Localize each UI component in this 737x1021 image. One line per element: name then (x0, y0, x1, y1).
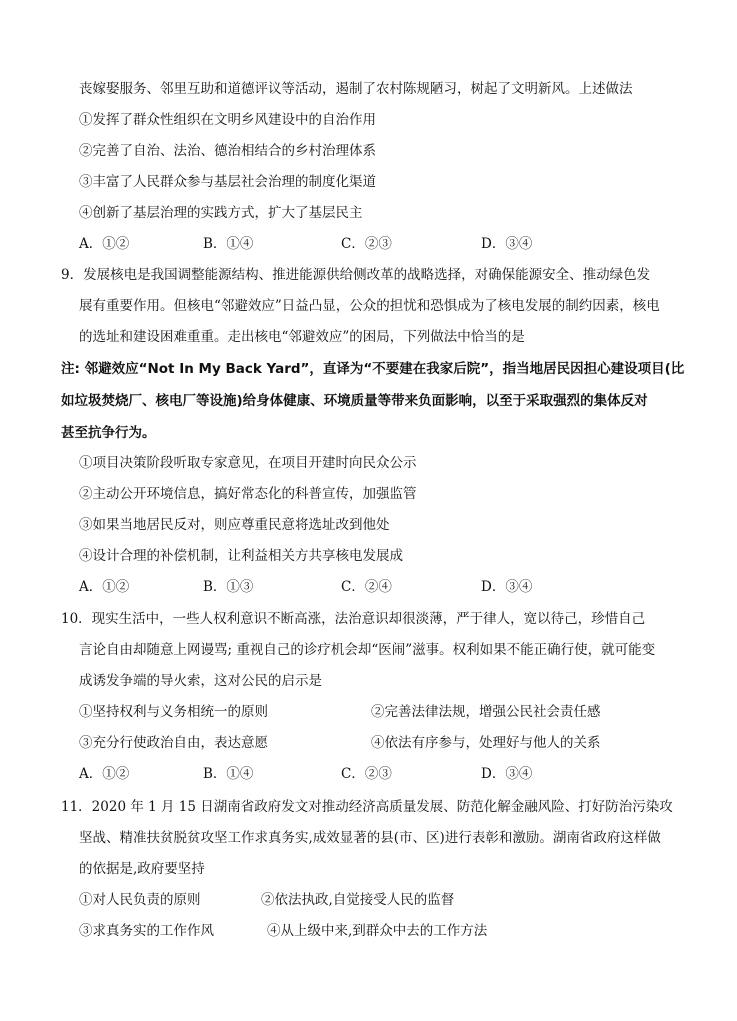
q10-item-2: ②完善法律法规，增强公民社会责任感 (371, 704, 601, 720)
q8-options (0, 234, 737, 254)
q8-option-d: D．③④ (481, 236, 533, 252)
q11-item-1: ①对人民负责的原则 (79, 892, 201, 908)
q8-option-a: A．①② (79, 236, 130, 252)
q9-item-2: ②主动公开环境信息，搞好常态化的科普宣传，加强监管 (79, 486, 417, 502)
q9-option-d: D．③④ (481, 579, 533, 595)
q10-item-4: ④依法有序参与，处理好与他人的关系 (371, 735, 601, 751)
q9-note-line-2: 如垃圾焚烧厂、核电厂等设施)给身体健康、环境质量等带来负面影响，以至于采取强烈的集体反对 (61, 393, 648, 409)
q9-option-b: B．①③ (203, 579, 254, 595)
q11-stem-line-2: 坚战、精准扶贫脱贫攻坚工作求真务实,成效显著的县(市、区)进行表彰和激励。湖南省政府这样做 (79, 830, 661, 846)
q9-options (0, 577, 737, 597)
q9-option-a: A．①② (79, 579, 130, 595)
q10-option-d: D．③④ (481, 766, 533, 782)
q10-items-row-1 (0, 702, 737, 722)
q10-stem-line-2: 言论自由却随意上网谩骂; 重视自己的诊疗机会却“医闹”滋事。权利如果不能正确行使，就可能变 (79, 642, 656, 658)
q9-item-4: ④设计合理的补偿机制，让利益相关方共享核电发展成 (79, 548, 403, 564)
q9-note-line-1: 注: 邻避效应“Not In My Back Yard”，直译为“不要建在我家后院”，指当地居民因担心建设项目(比 (61, 361, 685, 377)
q9-note-line-3: 甚至抗争行为。 (61, 425, 156, 441)
q11-items-row-2 (0, 921, 737, 941)
q9-stem-line-3: 的选址和建设困难重重。走出核电“邻避效应”的困局，下列做法中恰当的是 (79, 329, 525, 345)
q8-text: 丧嫁娶服务、邻里互助和道德评议等活动，遏制了农村陈规陋习，树起了文明新风。上述做法 (79, 81, 633, 97)
q11-items-row-1 (0, 890, 737, 910)
q10-stem-line-1: 10．现实生活中，一些人权利意识不断高涨，法治意识却很淡薄，严于律人，宽以待己，珍惜自己 (61, 611, 646, 627)
q8-option-b: B．①④ (203, 236, 254, 252)
q10-option-c: C．②③ (341, 766, 392, 782)
q9-item-1: ①项目决策阶段听取专家意见，在项目开建时向民众公示 (79, 455, 417, 471)
q10-stem-line-3: 成诱发争端的导火索，这对公民的启示是 (79, 673, 322, 689)
q11-item-2: ②依法执政,自觉接受人民的监督 (261, 892, 455, 908)
q9-stem-line-2: 展有重要作用。但核电“邻避效应”日益凸显，公众的担忧和恐惧成为了核电发展的制约因素，核电 (79, 298, 660, 314)
q10-item-3: ③充分行使政治自由，表达意愿 (79, 735, 268, 751)
q11-stem-line-3: 的依据是,政府要坚持 (79, 861, 205, 877)
q8-item-1: ①发挥了群众性组织在文明乡风建设中的自治作用 (79, 112, 376, 128)
q9-stem-line-1: 9．发展核电是我国调整能源结构、推进能源供给侧改革的战略选择，对确保能源安全、推动绿色发 (61, 267, 651, 283)
q11-stem-line-1: 11．2020 年 1 月 15 日湖南省政府发文对推动经济高质量发展、防范化解金融风险、打好防治污染攻 (61, 799, 673, 815)
q10-item-1: ①坚持权利与义务相统一的原则 (79, 704, 268, 720)
q8-item-2: ②完善了自治、法治、德治相结合的乡村治理体系 (79, 143, 376, 159)
q10-options (0, 764, 737, 784)
q10-items-row-2 (0, 733, 737, 753)
q11-item-3: ③求真务实的工作作风 (79, 923, 214, 939)
q9-option-c: C．②④ (341, 579, 392, 595)
q8-option-c: C．②③ (341, 236, 392, 252)
q8-item-3: ③丰富了人民群众参与基层社会治理的制度化渠道 (79, 174, 376, 190)
q9-item-3: ③如果当地居民反对，则应尊重民意将选址改到他处 (79, 517, 390, 533)
q10-option-b: B．①④ (203, 766, 254, 782)
q11-item-4: ④从上级中来,到群众中去的工作方法 (267, 923, 488, 939)
q10-option-a: A．①② (79, 766, 130, 782)
q8-item-4: ④创新了基层治理的实践方式，扩大了基层民主 (79, 205, 363, 221)
